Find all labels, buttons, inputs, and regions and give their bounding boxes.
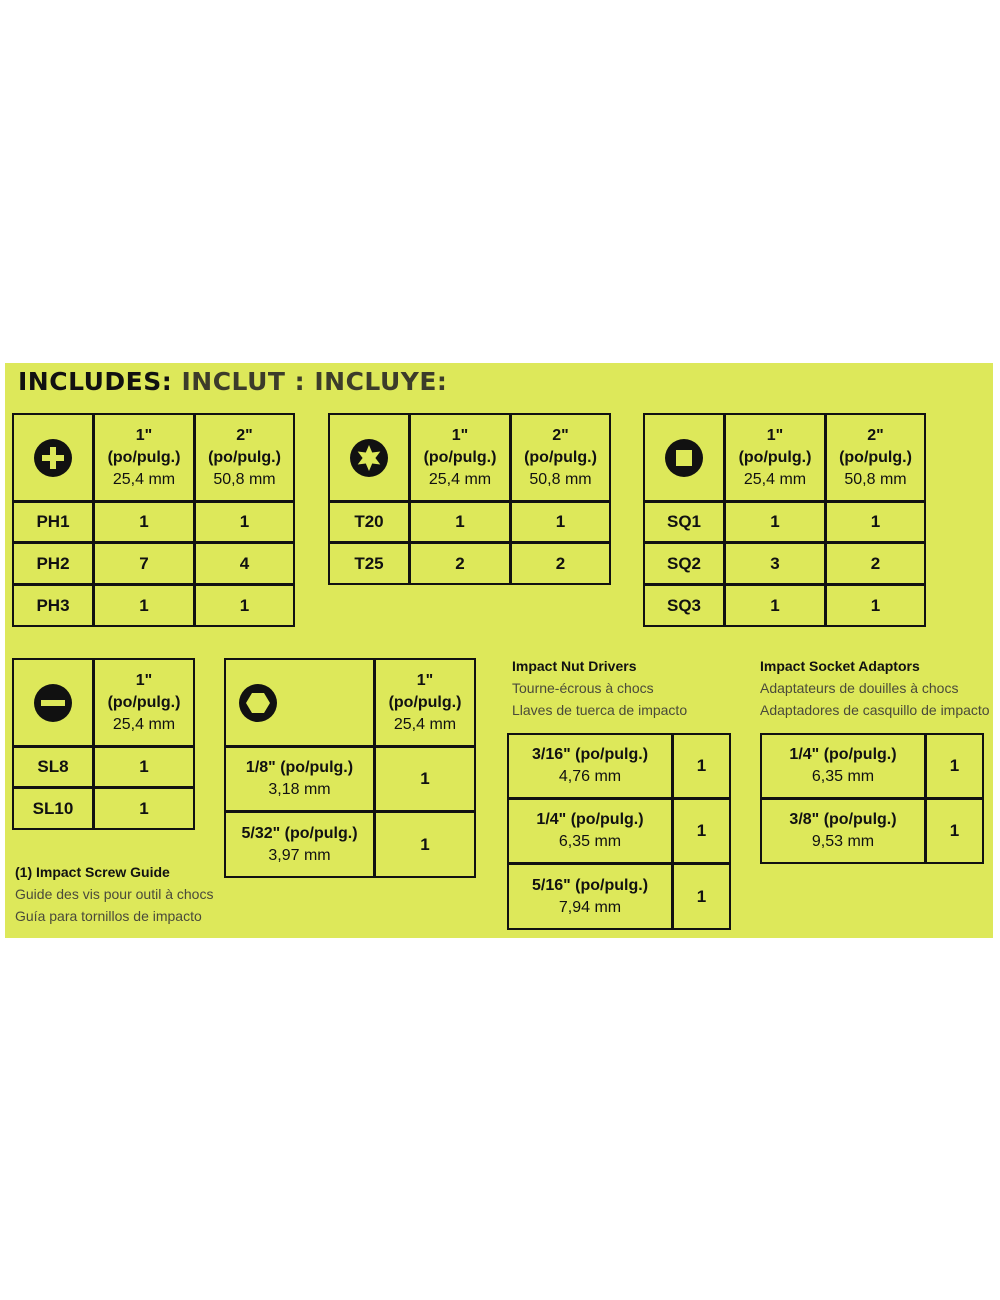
nut-driver-qty: 1: [674, 800, 729, 862]
phillips-row-label: PH2: [14, 544, 92, 583]
socket-adaptors-table: [760, 733, 984, 864]
nut-drivers-title: Impact Nut Drivers: [512, 658, 637, 674]
nut-drivers-es: Llaves de tuerca de impacto: [512, 702, 688, 718]
square-drive-icon: [664, 438, 704, 478]
slotted-header-1in: 1" (po/pulg.) 25,4 mm: [95, 660, 193, 745]
nut-driver-qty: 1: [674, 735, 729, 797]
hex-row-size: 5/32" (po/pulg.) 3,97 mm: [226, 813, 373, 876]
socket-adaptors-es: Adaptadores de casquillo de impacto: [760, 702, 990, 718]
hex-table: [224, 658, 476, 878]
slotted-qty: 1: [95, 748, 193, 786]
socket-adaptor-size: 1/4" (po/pulg.) 6,35 mm: [762, 735, 924, 797]
phillips-table: [12, 413, 295, 627]
hex-drive-icon: [238, 683, 278, 723]
square-qty: 1: [827, 586, 924, 625]
square-header-2in: 2" (po/pulg.) 50,8 mm: [827, 415, 924, 500]
socket-adaptor-size: 3/8" (po/pulg.) 9,53 mm: [762, 800, 924, 862]
torx-row-label: T20: [330, 503, 408, 541]
phillips-qty: 1: [196, 586, 293, 625]
heading-en: INCLUDES:: [18, 367, 173, 396]
square-table: [643, 413, 926, 627]
square-qty: 1: [726, 503, 824, 541]
heading-fr-es: INCLUT : INCLUYE:: [181, 367, 448, 396]
phillips-row-label: PH1: [14, 503, 92, 541]
phillips-qty: 1: [196, 503, 293, 541]
screw-guide-title: (1) Impact Screw Guide: [15, 864, 170, 880]
nut-drivers-caption: [512, 655, 687, 721]
hex-qty: 1: [376, 748, 474, 810]
torx-qty: 1: [512, 503, 609, 541]
torx-icon-cell: [330, 415, 408, 500]
torx-star-icon: [349, 438, 389, 478]
nut-driver-size: 5/16" (po/pulg.) 7,94 mm: [509, 865, 671, 928]
socket-adaptors-fr: Adaptateurs de douilles à chocs: [760, 680, 959, 696]
square-qty: 1: [726, 586, 824, 625]
screw-guide-fr: Guide des vis pour outil à chocs: [15, 886, 214, 902]
hex-row-size: 1/8" (po/pulg.) 3,18 mm: [226, 748, 373, 810]
nut-driver-size: 3/16" (po/pulg.) 4,76 mm: [509, 735, 671, 797]
phillips-qty: 4: [196, 544, 293, 583]
slotted-icon-cell: [14, 660, 92, 745]
square-header-1in: 1" (po/pulg.) 25,4 mm: [726, 415, 824, 500]
phillips-row-label: PH3: [14, 586, 92, 625]
includes-panel: [5, 363, 993, 938]
square-qty: 1: [827, 503, 924, 541]
nut-driver-size: 1/4" (po/pulg.) 6,35 mm: [509, 800, 671, 862]
torx-row-label: T25: [330, 544, 408, 583]
nut-drivers-table: [507, 733, 731, 930]
square-qty: 3: [726, 544, 824, 583]
slotted-row-label: SL10: [14, 789, 92, 828]
torx-header-2in: 2" (po/pulg.) 50,8 mm: [512, 415, 609, 500]
hex-header-1in: 1" (po/pulg.) 25,4 mm: [376, 660, 474, 745]
slotted-minus-icon: [33, 683, 73, 723]
nut-driver-qty: 1: [674, 865, 729, 928]
socket-adaptor-qty: 1: [927, 800, 982, 862]
slotted-qty: 1: [95, 789, 193, 828]
phillips-qty: 1: [95, 586, 193, 625]
slotted-table: [12, 658, 195, 830]
slotted-row-label: SL8: [14, 748, 92, 786]
square-icon-cell: [645, 415, 723, 500]
includes-heading: [18, 367, 447, 396]
phillips-qty: 1: [95, 503, 193, 541]
socket-adaptor-qty: 1: [927, 735, 982, 797]
socket-adaptors-title: Impact Socket Adaptors: [760, 658, 920, 674]
phillips-icon-cell: [14, 415, 92, 500]
nut-drivers-fr: Tourne-écrous à chocs: [512, 680, 654, 696]
square-row-label: SQ2: [645, 544, 723, 583]
phillips-plus-icon: [33, 438, 73, 478]
screw-guide-es: Guía para tornillos de impacto: [15, 908, 202, 924]
torx-table: [328, 413, 611, 585]
hex-qty: 1: [376, 813, 474, 876]
phillips-header-1in: 1" (po/pulg.) 25,4 mm: [95, 415, 193, 500]
hex-icon-cell: [226, 660, 373, 745]
torx-qty: 2: [411, 544, 509, 583]
square-qty: 2: [827, 544, 924, 583]
torx-header-1in: 1" (po/pulg.) 25,4 mm: [411, 415, 509, 500]
screw-guide-caption: [15, 861, 213, 927]
square-row-label: SQ1: [645, 503, 723, 541]
torx-qty: 2: [512, 544, 609, 583]
phillips-qty: 7: [95, 544, 193, 583]
socket-adaptors-caption: [760, 655, 990, 721]
phillips-header-2in: 2" (po/pulg.) 50,8 mm: [196, 415, 293, 500]
square-row-label: SQ3: [645, 586, 723, 625]
torx-qty: 1: [411, 503, 509, 541]
